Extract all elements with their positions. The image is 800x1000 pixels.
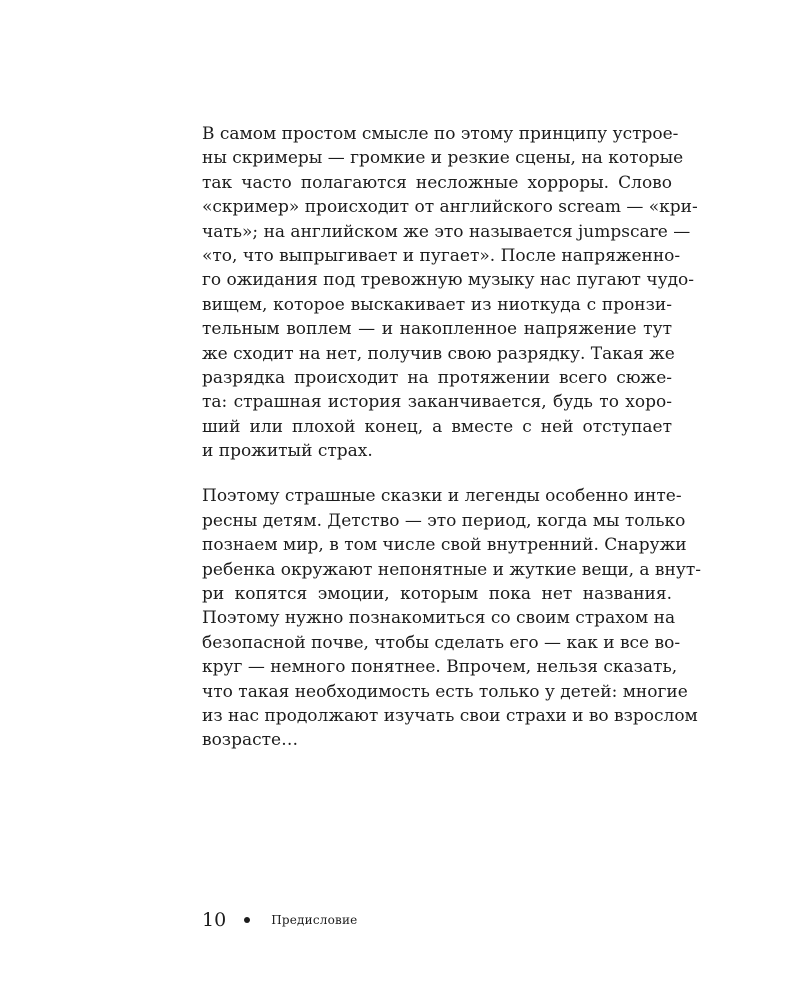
body-text [202,122,701,753]
text-line: круг — немного понятнее. Впрочем, нельзя сказать, [202,657,678,678]
text-line: из нас продолжают изучать свои страхи и во взрослом [202,705,698,726]
text-line: ны скримеры — громкие и резкие сцены, на которые [202,148,684,169]
page-number: 10 [202,909,227,931]
text-line: В самом простом смысле по этому принципу устрое- [202,124,679,144]
text-line: Поэтому страшные сказки и легенды особенно инте- [202,486,682,507]
paragraph-spacer [202,463,672,484]
text-line: ри копятся эмоции, которым пока нет названия. [202,584,672,605]
text-line: познаем мир, в том числе свой внутренний. Снаружи [202,535,687,556]
text-line: та: страшная история заканчивается, будь то хоро- [202,392,672,413]
text-line: ресны детям. Детство — это период, когда мы только [202,510,686,531]
text-line: тельным воплем — и накопленное напряжение тут [202,319,672,340]
text-line: вищем, которое выскакивает из ниоткуда с пронзи- [202,294,672,315]
paragraph-1 [202,122,698,463]
text-line: же сходит на нет, получив свою разрядку. Такая же [202,343,675,364]
text-line: безопасной почве, чтобы сделать его — как и все во- [202,632,681,653]
text-line: возрасте… [202,730,299,751]
text-line: Поэтому нужно познакомиться со своим страхом на [202,608,676,629]
running-section-title: Предисловие [271,913,358,927]
text-line: ший или плохой конец, а вместе с ней отступает [202,416,672,437]
text-line: разрядка происходит на протяжении всего сюже- [202,367,672,388]
paragraph-2 [202,484,701,752]
text-line: и прожитый страх. [202,441,373,462]
text-line: что такая необходимость есть только у детей: многие [202,681,688,702]
text-line: чать»; на английском же это называется jumpscare — [202,221,691,242]
text-line: так часто полагаются несложные хорроры. Слово [202,172,672,193]
text-line: го ожидания под тревожную музыку нас пугают чудо- [202,270,695,291]
page-footer [202,905,357,935]
text-line: ребенка окружают непонятные и жуткие вещи, а внут- [202,559,701,580]
text-line: «то, что выпрыгивает и пугает». После напряженно- [202,245,681,266]
text-line: «скример» происходит от английского scream — «кри- [202,197,698,218]
bullet-separator-icon [244,917,250,923]
